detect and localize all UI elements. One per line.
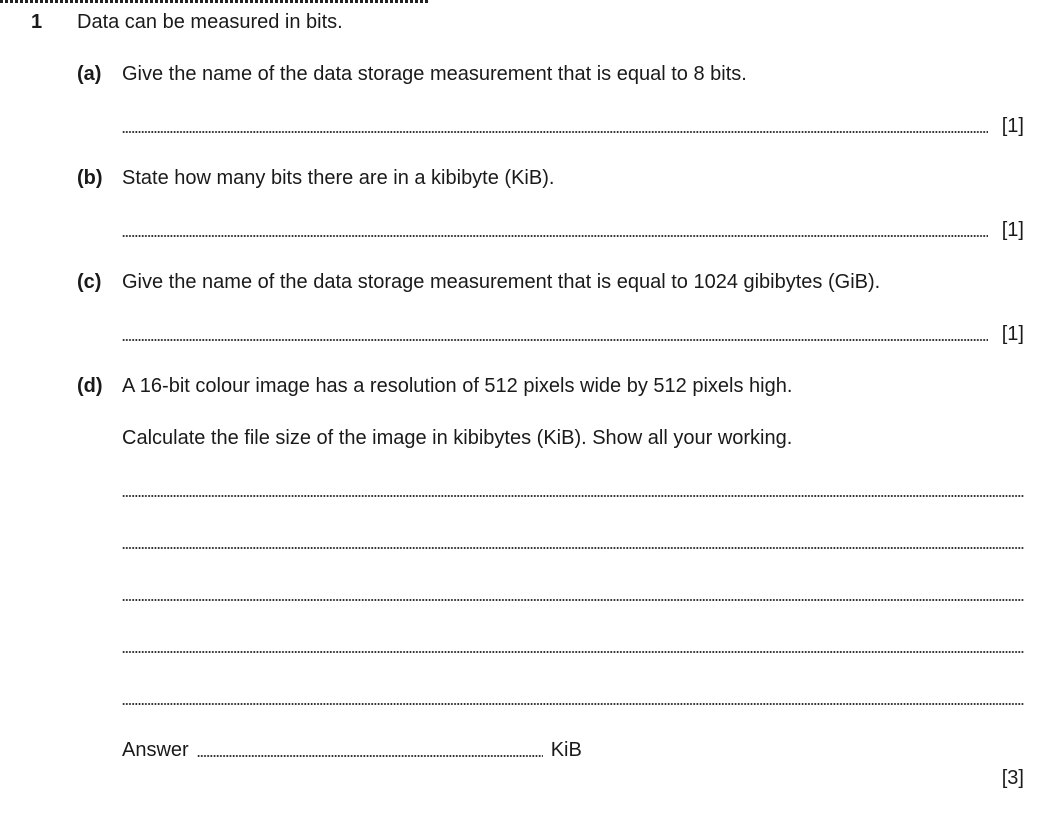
- part-d-mark: [3]: [1001, 767, 1024, 789]
- answer-label: Answer: [122, 739, 189, 761]
- part-b-mark: [1]: [1001, 219, 1024, 241]
- part-d-text: A 16-bit colour image has a resolution of 512 pixels wide by 512 pixels high.: [122, 375, 793, 397]
- part-a-dotted-line: [122, 131, 988, 133]
- part-b-answer-line[interactable]: [122, 218, 1024, 242]
- part-b-dotted-line: [122, 235, 988, 237]
- part-c-answer-line[interactable]: [122, 322, 1024, 346]
- answer-unit: KiB: [550, 739, 582, 761]
- working-line[interactable]: [122, 495, 1024, 497]
- working-line[interactable]: [122, 651, 1024, 653]
- part-b-text: State how many bits there are in a kibibyte (KiB).: [122, 167, 555, 189]
- part-a-mark: [1]: [1001, 115, 1024, 137]
- part-c-label: (c): [77, 271, 102, 293]
- part-d-instruction: Calculate the file size of the image in kibibytes (KiB). Show all your working.: [122, 427, 793, 449]
- part-a-label: (a): [77, 63, 102, 85]
- part-b-label: (b): [77, 167, 103, 189]
- working-line[interactable]: [122, 599, 1024, 601]
- answer-input-line[interactable]: [197, 755, 543, 757]
- part-c-text: Give the name of the data storage measurement that is equal to 1024 gibibytes (GiB).: [122, 271, 881, 293]
- part-d-answer-row: [122, 738, 582, 762]
- question-number: 1: [31, 11, 43, 33]
- question-stem: Data can be measured in bits.: [77, 11, 343, 33]
- part-d-label: (d): [77, 375, 103, 397]
- part-c-dotted-line: [122, 339, 988, 341]
- working-line[interactable]: [122, 547, 1024, 549]
- header-strip: [0, 0, 430, 3]
- part-a-text: Give the name of the data storage measurement that is equal to 8 bits.: [122, 63, 747, 85]
- part-a-answer-line[interactable]: [122, 114, 1024, 138]
- part-c-mark: [1]: [1001, 323, 1024, 345]
- working-line[interactable]: [122, 703, 1024, 705]
